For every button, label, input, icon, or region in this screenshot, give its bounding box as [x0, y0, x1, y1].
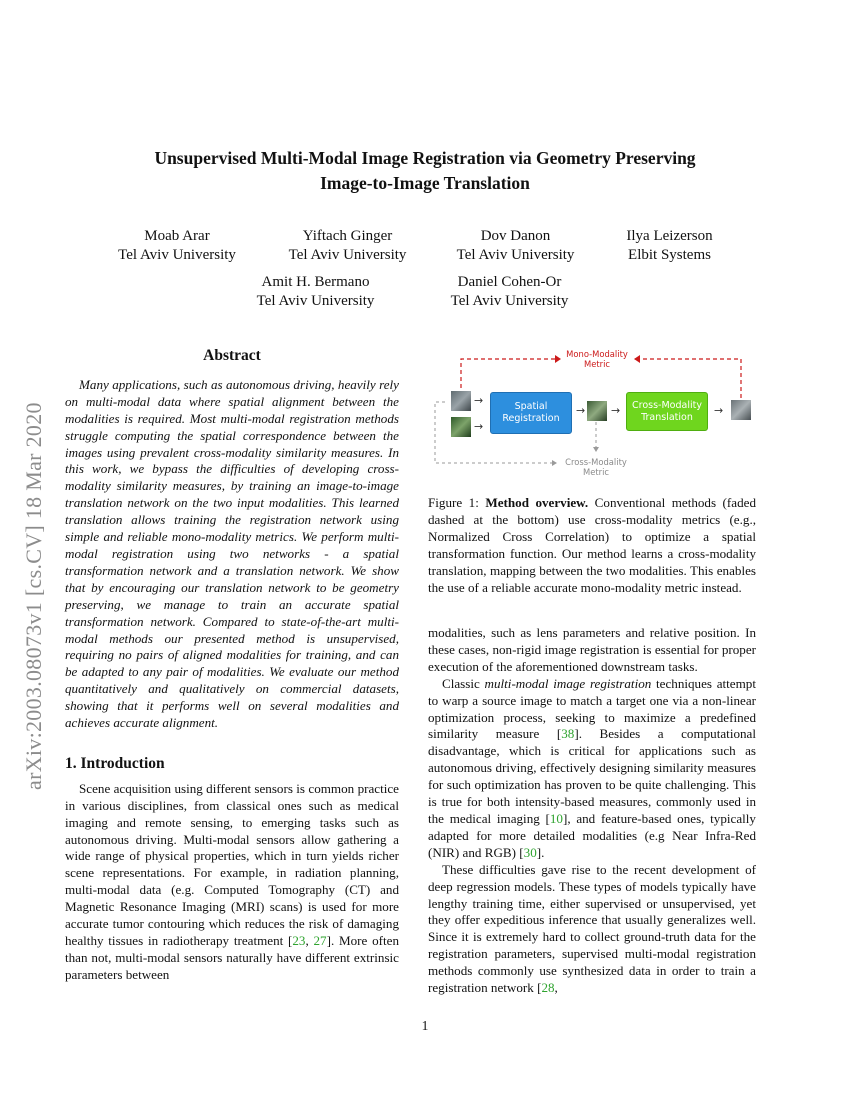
abstract-heading: Abstract: [203, 347, 261, 364]
author-name: Dov Danon: [480, 228, 551, 244]
citation-link[interactable]: 23: [292, 933, 306, 948]
author-5: [248, 273, 383, 311]
page-number: 1: [421, 1018, 429, 1033]
author-2: [280, 227, 415, 265]
author-affiliation: Elbit Systems: [628, 247, 711, 263]
citation-link[interactable]: 27: [313, 933, 327, 948]
intro-paragraph-3: These difficulties gave rise to the recent development of deep regression models. These types of models typically have lengthy training time, either supervised or unsupervised, yet they offer expeditious inference that usually generalizes well. Since it is extremely hard to collect ground-truth data for the registration parameters, supervised multi-modal registration methods commonly use synthesized data in order to train a registration network [28,: [428, 861, 756, 996]
author-affiliation: Tel Aviv University: [256, 293, 375, 309]
intro-paragraph-1-continued: modalities, such as lens parameters and relative position. In these cases, non-rigid image registration is essential for proper execution of the aforementioned downstream tasks.: [428, 625, 756, 674]
citation-link[interactable]: 28: [541, 980, 555, 996]
paper-title: [60, 146, 790, 196]
translated-image-thumbnail: [731, 400, 751, 420]
cross-modality-translation-box: Cross-Modality Translation: [626, 392, 708, 431]
down-arrow: [593, 447, 599, 452]
right-column: [428, 625, 756, 997]
figure-1-diagram: [428, 342, 756, 482]
arrow-right-icon: →: [474, 420, 484, 433]
author-name: Yiftach Ginger: [302, 228, 393, 244]
registered-image-thumbnail: [587, 401, 607, 421]
author-name: Ilya Leizerson: [626, 228, 713, 244]
author-affiliation: Tel Aviv University: [118, 247, 236, 263]
author-name: Amit H. Bermano: [261, 274, 370, 290]
arrow-right-icon: →: [714, 404, 724, 417]
title-line-2: Image-to-Image Translation: [320, 173, 530, 193]
intro-paragraph-2: Classic multi-modal image registration techniques attempt to warp a source image to match a target one via a non-linear optimization process, seeking to maximize a predefined similarity measure [38]. Besides a computational disadvantage, which is critical for applications such as autonomous driving, effectively designing similarity measures for such optimization has proven to be quite challenging. This is true for both intensity-based measures, commonly used in the medical imaging [10], and feature-based ones, typically adapted for more detailed modalities (e.g Near Infra-Red (NIR) and RGB) [30].: [428, 675, 757, 860]
target-image-thumbnail: [451, 417, 471, 437]
mono-dash-left: [461, 359, 555, 388]
arrow-right-icon: →: [611, 404, 621, 417]
cross-modality-metric-label: Cross-Modality Metric: [565, 457, 627, 477]
author-name: Daniel Cohen-Or: [457, 274, 562, 290]
arrow-right-icon: →: [474, 394, 484, 407]
author-1: [112, 227, 242, 265]
introduction-heading: 1. Introduction: [65, 754, 165, 772]
arrow-right-icon: →: [576, 404, 586, 417]
spatial-registration-box: Spatial Registration: [490, 392, 572, 434]
author-affiliation: Tel Aviv University: [288, 247, 407, 263]
author-affiliation: Tel Aviv University: [456, 247, 575, 263]
abstract-text: Many applications, such as autonomous driving, heavily rely on multi-modal data where spatial alignment between the modalities is required. Most multi-modal registration methods struggle computing the spatial correspondence between the images using prevalent cross-modality similarity measures. In this work, we bypass the difficulties of developing cross-modality similarity measures, by training an image-to-image translation network on the two input modalities. This learned translation allows training the registration network using simple and reliable mono-modality metrics. We perform multi-modal registration using two networks - a spatial transformation network and a translation network. We show that by encouraging our translation network to be geometry preserving, we manage to train an accurate spatial transformation network. Compared to state-of-the-art multi-modal methods our presented method is unsupervised, requiring no pairs of aligned modalities for training, and can be adapted to any pair of modalities. We evaluate our method quantitatively and qualitatively on commercial datasets, showing that it performs well on several modalities and achieves accurate alignment.: [65, 376, 399, 731]
title-line-1: Unsupervised Multi-Modal Image Registration via Geometry Preserving: [154, 148, 696, 168]
intro-paragraph-1: Scene acquisition using different sensors is common practice in various disciplines, from classical ones such as medical imaging and remote sensing, to emerging tasks such as autonomous driving. Multi-modal sensors allow gathering a wide range of physical properties, which in turn yields richer scene representations. For example, in radiation planning, multi-modal data (e.g. Computed Tomography (CT) and Magnetic Resonance Imaging (MRI) scans) is used for more accurate tumor contouring which reduces the risk of damaging healthy tissues in radiotherapy treatment [23, 27]. More often than not, multi-modal sensors naturally have different extrinsic parameters between: [65, 780, 399, 982]
author-3: [448, 227, 583, 265]
figure-1-caption: Figure 1: Method overview. Conventional methods (faded dashed at the bottom) use cross-modality metrics (e.g., Normalized Cross Correlation) to optimize a spatial transformation function. Our method learns a cross-modality translation, mapping between the two modalities. This enables the use of a reliable accurate mono-modality metric instead.: [428, 495, 756, 595]
author-name: Moab Arar: [144, 228, 210, 244]
mono-modality-metric-label: Mono-Modality Metric: [566, 349, 628, 369]
author-6: [442, 273, 577, 311]
citation-link[interactable]: 10: [549, 810, 563, 826]
citation-link[interactable]: 30: [523, 844, 537, 860]
author-4: [612, 227, 727, 265]
author-affiliation: Tel Aviv University: [450, 293, 569, 309]
source-image-thumbnail: [451, 391, 471, 411]
citation-link[interactable]: 38: [561, 726, 575, 742]
left-column: [65, 348, 399, 984]
arxiv-identifier: arXiv:2003.08073v1 [cs.CV] 18 Mar 2020: [21, 402, 46, 790]
